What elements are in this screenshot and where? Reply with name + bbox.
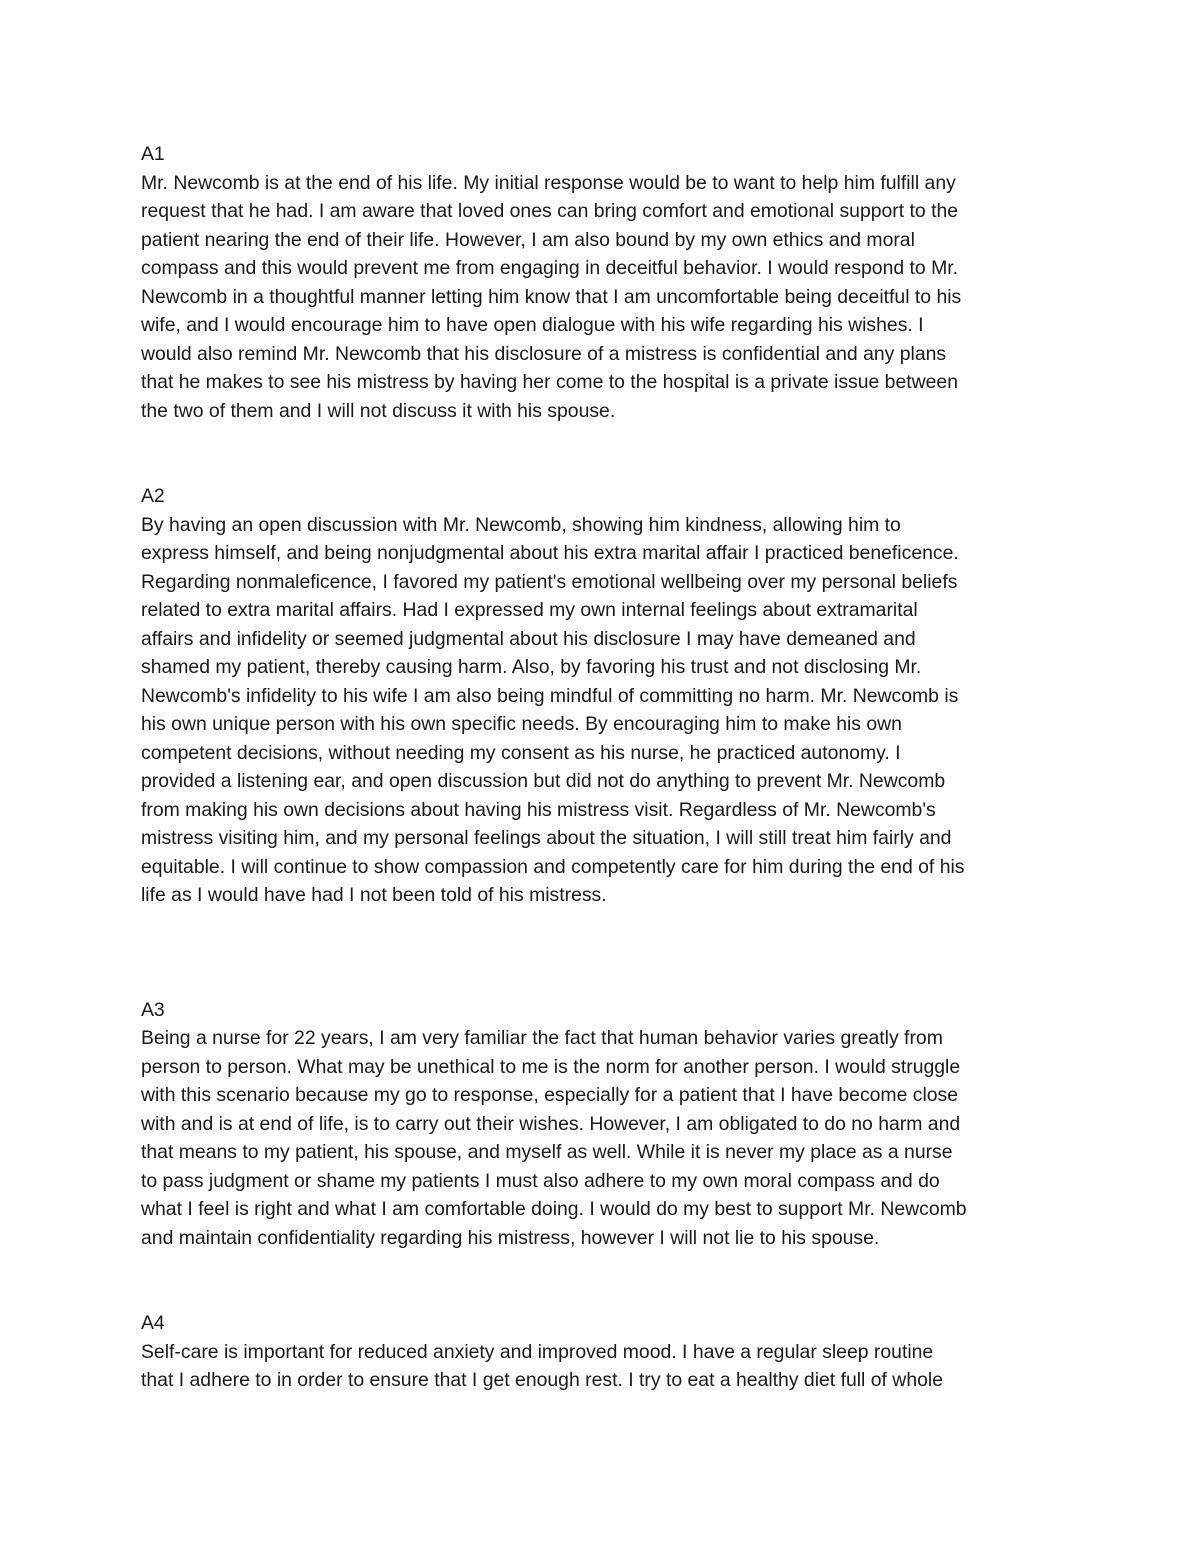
paragraph-line: what I feel is right and what I am comfortable doing. I would do my best to support Mr. Newcomb: [141, 1198, 967, 1220]
paragraph-line: with and is at end of life, is to carry out their wishes. However, I am obligated to do no harm and: [141, 1112, 961, 1135]
paragraph-line: Newcomb in a thoughtful manner letting him know that I am uncomfortable being deceitful to his: [141, 285, 962, 308]
paragraph-line: Newcomb's infidelity to his wife I am also being mindful of committing no harm. Mr. Newcomb is: [141, 684, 959, 707]
paragraph-line: life as I would have had I not been told of his mistress.: [141, 884, 607, 906]
paragraph-line: express himself, and being nonjudgmental about his extra marital affair I practiced beneficence.: [141, 542, 959, 564]
section-heading: A3: [141, 998, 165, 1021]
paragraph-line: person to person. What may be unethical to me is the norm for another person. I would struggle: [141, 1055, 961, 1078]
paragraph-line: Mr. Newcomb is at the end of his life. My initial response would be to want to help him fulfill any: [141, 171, 956, 194]
paragraph-line: Regarding nonmaleficence, I favored my patient's emotional wellbeing over my personal beliefs: [141, 570, 958, 593]
paragraph-line: would also remind Mr. Newcomb that his disclosure of a mistress is confidential and any plans: [141, 342, 947, 365]
paragraph-line: equitable. I will continue to show compassion and competently care for him during the end of his: [141, 855, 965, 878]
paragraph-line: to pass judgment or shame my patients I must also adhere to my own moral compass and do: [141, 1169, 940, 1192]
section-heading: A1: [141, 143, 165, 165]
paragraph-line: shamed my patient, thereby causing harm. Also, by favoring his trust and not disclosing Mr.: [141, 656, 922, 678]
section-a4: [141, 1309, 1076, 1395]
section-heading: A2: [141, 485, 165, 507]
paragraph-line: related to extra marital affairs. Had I expressed my own internal feelings about extramarital: [141, 599, 918, 621]
paragraph-line: affairs and infidelity or seemed judgmental about his disclosure I may have demeaned and: [141, 627, 916, 650]
paragraph-line: that means to my patient, his spouse, and myself as well. While it is never my place as a nurse: [141, 1141, 953, 1163]
paragraph-line: from making his own decisions about having his mistress visit. Regardless of Mr. Newcomb's: [141, 798, 936, 821]
paragraph-line: and maintain confidentiality regarding his mistress, however I will not lie to his spouse.: [141, 1226, 880, 1249]
paragraph-line: compass and this would prevent me from engaging in deceitful behavior. I would respond to Mr.: [141, 257, 959, 279]
paragraph-line: that I adhere to in order to ensure that I get enough rest. I try to eat a healthy diet full of whole: [141, 1369, 943, 1391]
paragraph-line: By having an open discussion with Mr. Newcomb, showing him kindness, allowing him to: [141, 513, 901, 536]
paragraph-line: wife, and I would encourage him to have open dialogue with his wife regarding his wishes. I: [141, 314, 924, 336]
paragraph-line: the two of them and I will not discuss it with his spouse.: [141, 399, 616, 422]
section-a2: [141, 482, 1076, 910]
paragraph-line: Being a nurse for 22 years, I am very familiar the fact that human behavior varies greatly from: [141, 1027, 943, 1049]
paragraph-line: provided a listening ear, and open discussion but did not do anything to prevent Mr. Newcomb: [141, 770, 946, 792]
section-heading: A4: [141, 1312, 165, 1334]
paragraph-line: that he makes to see his mistress by having her come to the hospital is a private issue between: [141, 371, 958, 393]
section-a1: [141, 140, 1076, 425]
paragraph-line: his own unique person with his own specific needs. By encouraging him to make his own: [141, 713, 902, 735]
paragraph-line: request that he had. I am aware that loved ones can bring comfort and emotional support to the: [141, 200, 959, 222]
paragraph-line: mistress visiting him, and my personal feelings about the situation, I will still treat him fairly and: [141, 827, 952, 849]
paragraph-line: competent decisions, without needing my consent as his nurse, he practiced autonomy. I: [141, 741, 901, 764]
paragraph-line: with this scenario because my go to response, especially for a patient that I have become close: [141, 1084, 959, 1106]
paragraph-line: Self-care is important for reduced anxiety and improved mood. I have a regular sleep routine: [141, 1340, 934, 1363]
paragraph-line: patient nearing the end of their life. However, I am also bound by my own ethics and moral: [141, 228, 915, 251]
document-body: [141, 140, 1076, 1395]
section-a3: [141, 996, 1076, 1253]
